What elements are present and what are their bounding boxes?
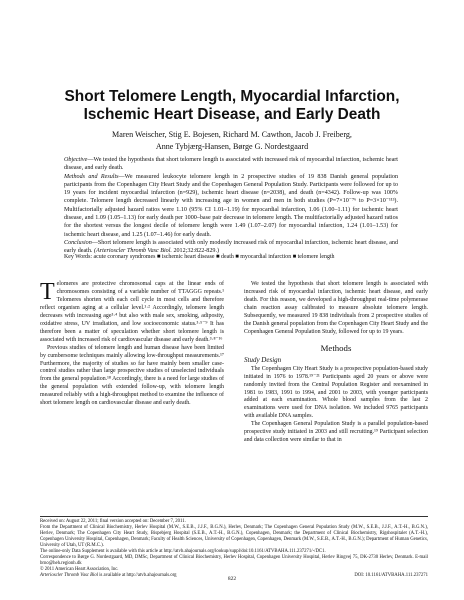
objective-text: —We tested the hypothesis that short telomere length is associated with increased risk of myocardial infarction, ischemic heart disease, and early death. [64, 157, 398, 172]
footnotes [40, 519, 428, 579]
author-list [60, 129, 404, 152]
body-paragraph: The Copenhagen General Population Study is a parallel population-based prospective study initiated in 2003 and still recruiting.¹⁹ Participant selection and data collection were similar to that in [244, 421, 428, 444]
abstract-objective [64, 156, 398, 173]
author-line: Anne Tybjærg-Hansen, Børge G. Nordestgaard [155, 141, 309, 151]
keywords [64, 253, 398, 261]
conclusion-label: Conclusion [64, 239, 92, 246]
body-column-right [244, 281, 428, 445]
body-paragraph: We tested the hypothesis that short telomere length is associated with increased risk of myocardial infarction, ischemic heart disease, and early death. For this reason, we developed a high-throughput real-time polymerase chain reaction assay calibrated to measure absolute telomere length. Subsequently, we measured 19 838 individuals from 2 prospective studies of the Danish general population from the Copenhagen City Heart Study and the Copenhagen General Population Study, followed for up to 19 years. [244, 281, 428, 335]
footnote-divider [40, 516, 428, 517]
body-paragraph: Previous studies of telomere length and human disease have been limited by cumbersome techniques mainly allowing low-throughput measurements.¹⁷ Furthermore, the majority of studies so far have mainly been smaller case-control studies rather than large prospective studies of unselected individuals from the general population.¹⁸ Accordingly, there is a need for large studies of the general population with extended follow-up, with telomere length measured reliably with a high-throughput method to examine the influence of short telomere length on cardiovascular disease and early death. [40, 344, 224, 407]
citation-volume: 2012;32:822-829.) [171, 248, 219, 255]
abstract [64, 156, 398, 256]
conclusion-text: —Short telomere length is associated with only modestly increased risk of myocardial infarction, ischemic heart disease, and early death. [64, 239, 398, 255]
footnote-received: Received on: August 22, 2011; final version accepted on: December 7, 2011. [40, 519, 186, 524]
author-line: Maren Weischer, Stig E. Bojesen, Richard M. Cawthon, Jacob J. Freiberg, [112, 130, 352, 139]
body-text: elomeres are protective chromosomal caps at the linear ends of chromosomes consisting of a variable number of TTAGGG repeats.¹ Telomeres shorten with each cell cycle in most cells and therefore reflect organism aging at a cellular level.¹·² Accordingly, telomere length decreases with increasing age³·⁴ but also with male sex, smoking, adiposity, oxidative stress, UV irradiation, and low socioeconomic status.³·⁵⁻⁹ It has therefore been a matter of speculation whether short telomere length is associated with increased risk of cardiovascular disease and early death.³·⁸⁻¹⁶ [40, 281, 224, 343]
methods-text: —We measured leukocyte telomere length in 2 prospective studies of 19 838 Danish general population participants from the Copenhagen City Heart Study and the Copenhagen General Population Study. Participants were followed for up to 19 years for incident myocardial infarction (n=929), ischemic heart disease (n=2038), and death (n=4342). Follow-up was 100% complete. Telomere length decreased linearly with increasing age in women and men in both studies (P=7×10⁻⁷⁶ to P=3×10⁻¹¹³). Multifactorially adjusted hazard ratios were 1.10 (95% CI 1.01–1.19) for myocardial infarction, 1.06 (1.00–1.11) for ischemic heart disease, and 1.09 (1.05–1.13) for early death per 1000–base pair decrease in telomere length. The multifactorially adjusted hazard ratios for the shortest versus the longest decile of telomere length were 1.49 (1.07–2.07) for myocardial infarction, 1.24 (1.01–1.53) for ischemic heart disease, and 1.25 (1.07–1.46) for early death. [64, 173, 398, 238]
subsection-heading: Study Design [244, 355, 282, 364]
section-heading: Methods [320, 342, 352, 353]
footnote-correspondence: Correspondence to Børge G. Nordestgaard, MD, DMSc, Department of Clinical Biochemistry, Herlev Hospital, Copenhagen University Hospital, Herlev Ringvej 75, DK-2730 Herlev, Denmark. E-mail brno@heh.regionh.dk [40, 555, 428, 567]
article-title: Short Telomere Length, Myocardial Infarction, Ischemic Heart Disease, and Early Death [64, 88, 400, 123]
drop-cap: T [40, 279, 55, 305]
journal-url: is available at http://atvb.ahajournals.org [98, 573, 177, 579]
body-column-left [40, 281, 224, 408]
keywords-text: acute coronary syndromes ■ ischemic heart disease ■ death ■ myocardial infarction ■ telomere length [92, 254, 335, 260]
abstract-methods [64, 173, 398, 239]
body-paragraph [40, 281, 224, 345]
journal-name: Arterioscler Thromb Vasc Biol [40, 573, 99, 579]
footnote-affiliations: From the Department of Clinical Biochemistry, Herlev Hospital (M.W., S.E.B., J.J.F., B.G.N.), Herlev, Denmark; The Copenhagen General Population Study (M.W., S.E.B., J.J.F., A.T.-H., B.G.N.), Herlev, Denmark; The Copenhagen City Heart Study, Bispebjerg Hospital (S.E.B., A.T.-H., B.G.N.), Copenhagen, Denmark; the Department of Clinical Biochemistry, Rigshospitalet (A.T.-H.), Copenhagen University Hospital, Copenhagen, Denmark; Faculty of Health Sciences, University of Copenhagen, Copenhagen, Denmark (M.W., S.E.B., A.T.-H., B.G.N.); Department of Human Genetics, University of Utah, UT (R.M.C.). [40, 525, 428, 549]
citation-journal: (Arterioscler Thromb Vasc Biol. [93, 248, 172, 255]
objective-label: Objective [64, 157, 88, 163]
keywords-label: Key Words: [64, 254, 93, 260]
body-paragraph: The Copenhagen City Heart Study is a prospective population-based study initiated in 1976 to 1978.¹⁹⁻²¹ Participants aged 20 years or above were randomly invited from the Central Population Register and reexamined in 1981 to 1983, 1991 to 1994, and 2001 to 2003, with younger participants added at each examination. Whole blood samples from the last 2 examinations were used for DNA isolation. We included 9765 participants with available DNA samples. [244, 365, 428, 420]
page-number: 822 [227, 576, 237, 582]
footnote-copyright: © 2011 American Heart Association, Inc. [40, 567, 119, 573]
doi: DOI: 10.1161/ATVBAHA.111.237271 [354, 573, 428, 579]
methods-label: Methods and Results [64, 173, 119, 180]
footnote-supplement: The online-only Data Supplement is available with this article at http://atvb.ahajournals.org/lookup/suppl/doi:10.1161/ATVBAHA.111.237271/-/DC1. [40, 549, 326, 555]
